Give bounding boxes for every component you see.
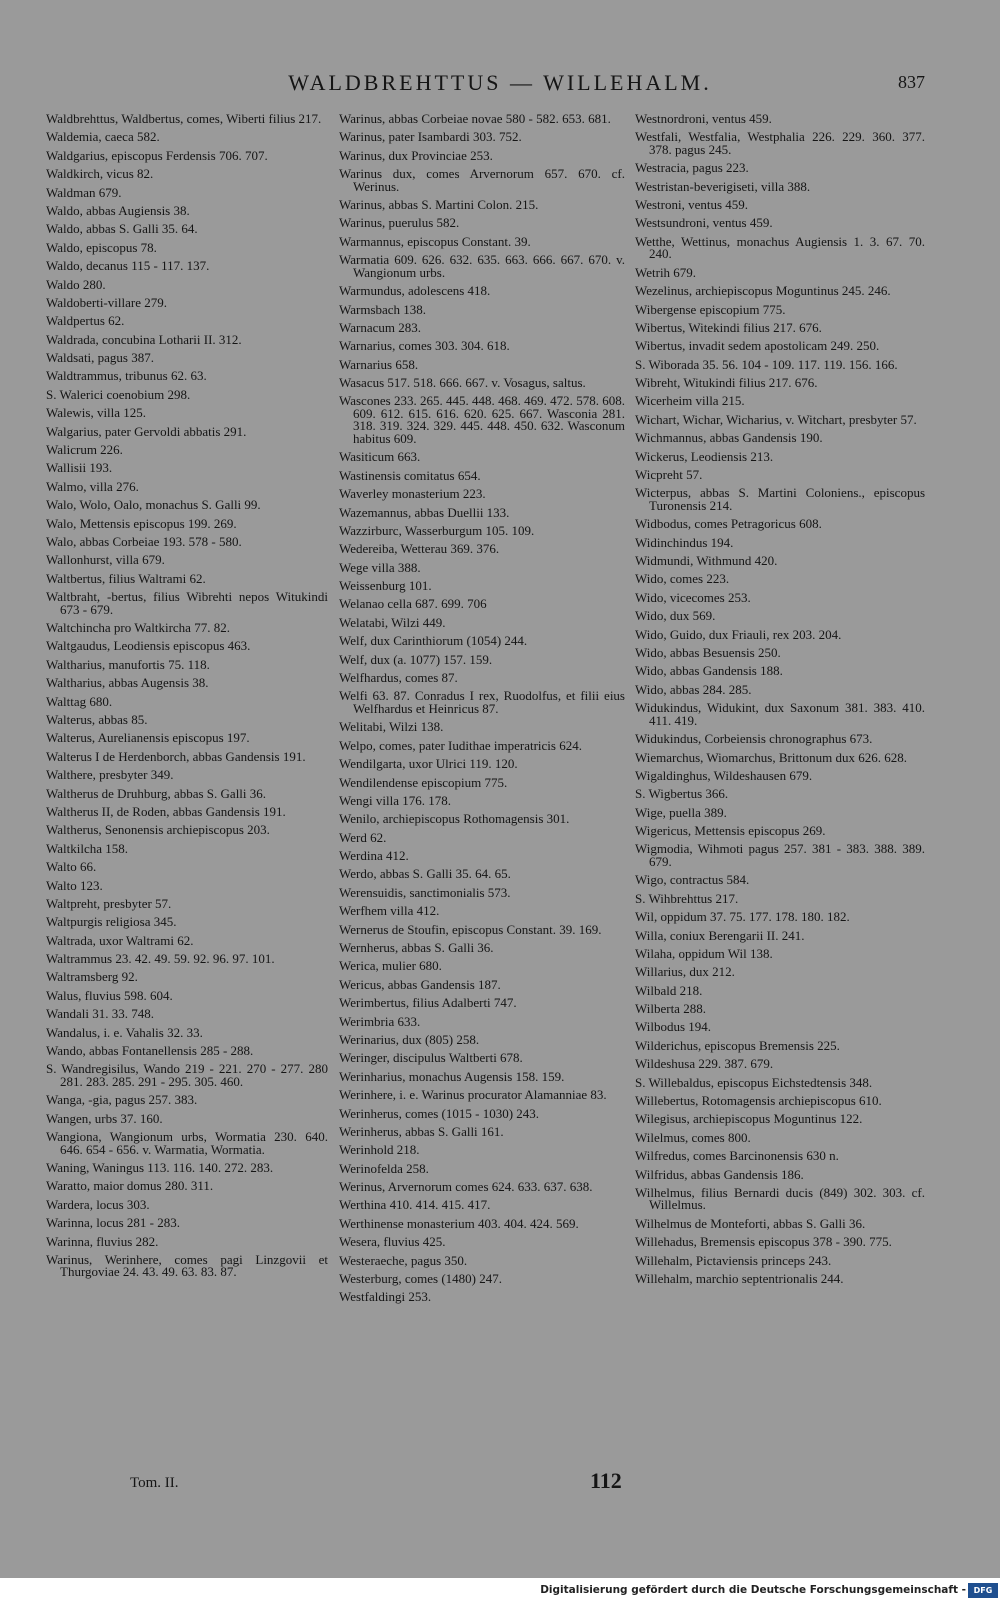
index-entry: Wallonhurst, villa 679. <box>46 552 165 568</box>
index-entry: Waltharius, manufortis 75. 118. <box>46 656 210 672</box>
index-entry: Waltharius, abbas Augensis 38. <box>46 675 209 691</box>
index-entry: Wilhelmus, filius Bernardi ducis (849) 302. 303. cf. Willelmus. <box>635 1184 925 1213</box>
index-entry: Wetrih 679. <box>635 264 697 280</box>
index-entry: Werinherus, comes (1015 - 1030) 243. <box>339 1105 540 1121</box>
index-entry: S. Wihbrehttus 217. <box>635 890 739 906</box>
index-entry: Wilberta 288. <box>635 1001 706 1017</box>
index-entry: Waldbrehttus, Waldbertus, comes, Wiberti filius 217. <box>46 111 322 126</box>
index-entry: Wege villa 388. <box>339 559 421 575</box>
index-entry: Waldgarius, episcopus Ferdensis 706. 707. <box>46 147 268 163</box>
index-entry: Widmundi, Withmund 420. <box>635 553 778 569</box>
index-entry: Wido, Guido, dux Friauli, rex 203. 204. <box>635 626 842 642</box>
index-entry: Wido, dux 569. <box>635 608 716 624</box>
running-title: WALDBREHTTUS — WILLEHALM. <box>288 70 712 95</box>
index-entry: Wiemarchus, Wiomarchus, Brittonum dux 626. 628. <box>635 749 908 765</box>
index-entry: Wetthe, Wettinus, monachus Augiensis 1. 3. 67. 70. 240. <box>635 233 925 262</box>
index-entry: Westristan-beverigiseti, villa 388. <box>635 178 811 194</box>
index-entry: Warinus, abbas S. Martini Colon. 215. <box>339 197 539 213</box>
index-entry: Werdo, abbas S. Galli 35. 64. 65. <box>339 866 511 882</box>
index-entry: Warmannus, episcopus Constant. 39. <box>339 233 531 249</box>
index-entry: Wilelmus, comes 800. <box>635 1129 751 1145</box>
index-entry: Waldo, episcopus 78. <box>46 239 157 255</box>
index-entry: Werinus, Arvernorum comes 624. 633. 637. 638. <box>339 1179 593 1195</box>
index-entry: Werinherus, abbas S. Galli 161. <box>339 1123 504 1139</box>
index-entry: Walterus, abbas 85. <box>46 712 148 727</box>
index-entry: Wichmannus, abbas Gandensis 190. <box>635 430 823 446</box>
index-entry: Westeraeche, pagus 350. <box>339 1252 468 1268</box>
index-entry: Weringer, discipulus Waltberti 678. <box>339 1050 523 1066</box>
index-entry: Wedereiba, Wetterau 369. 376. <box>339 541 500 557</box>
index-entry: Wige, puella 389. <box>635 804 727 820</box>
index-entry: Wernherus, abbas S. Galli 36. <box>339 940 494 956</box>
index-entry: Waning, Waningus 113. 116. 140. 272. 283. <box>46 1159 274 1175</box>
index-entry: Welitabi, Wilzi 138. <box>339 719 444 735</box>
index-entry: Wickerus, Leodiensis 213. <box>635 448 774 464</box>
index-entry: Widukindus, Widukint, dux Saxonum 381. 383. 410. 411. 419. <box>635 700 925 728</box>
index-entry: Werinhold 218. <box>339 1142 420 1158</box>
index-entry: Wibergense episcopium 775. <box>635 301 786 317</box>
index-entry: Waltkilcha 158. <box>46 840 128 856</box>
index-entry: Wilegisus, archiepiscopus Moguntinus 122. <box>635 1111 863 1127</box>
index-entry: Wido, abbas Besuensis 250. <box>635 645 781 661</box>
index-entry: Wilbald 218. <box>635 982 703 998</box>
index-entry: Waldpertus 62. <box>46 313 125 329</box>
index-entry: Walto 66. <box>46 859 97 875</box>
index-entry: Walterus I de Herdenborch, abbas Gandensis 191. <box>46 748 306 764</box>
index-entry: Warinna, locus 281 - 283. <box>46 1215 180 1231</box>
index-entry: Warinus dux, comes Arvernorum 657. 670. cf. Werinus. <box>339 166 625 194</box>
index-entry: Wericus, abbas Gandensis 187. <box>339 976 501 992</box>
index-entry: Wigaldinghus, Wildeshausen 679. <box>635 767 813 783</box>
index-entry: Westracia, pagus 223. <box>635 160 749 176</box>
index-entry: Werthina 410. 414. 415. 417. <box>339 1197 491 1213</box>
index-entry: Widinchindus 194. <box>635 534 734 550</box>
index-entry: Waldoberti-villare 279. <box>46 294 167 310</box>
index-entry: Willehadus, Bremensis episcopus 378 - 390. 775. <box>635 1234 892 1250</box>
index-entry: Westroni, ventus 459. <box>635 197 749 213</box>
index-entry: Wibertus, Witekindi filius 217. 676. <box>635 319 822 335</box>
index-entry: Waratto, maior domus 280. 311. <box>46 1178 214 1194</box>
index-entry: Welf, dux Carinthiorum (1054) 244. <box>339 633 528 649</box>
index-entry: Westfaldingi 253. <box>339 1289 432 1305</box>
index-entry: Wicerheim villa 215. <box>635 393 745 409</box>
index-entry: Westnordroni, ventus 459. <box>635 111 772 126</box>
index-entry: Warmatia 609. 626. 632. 635. 663. 666. 667. 670. v. Wangionum urbs. <box>339 252 625 280</box>
index-entry: Waldtrammus, tribunus 62. 63. <box>46 368 207 384</box>
index-entry: Wil, oppidum 37. 75. 177. 178. 180. 182. <box>635 909 850 925</box>
index-entry: Welf, dux (a. 1077) 157. 159. <box>339 651 493 667</box>
index-entry: Wangen, urbs 37. 160. <box>46 1110 163 1126</box>
index-entry: S. Walerici coenobium 298. <box>46 386 191 402</box>
index-entry: Waltherus de Druhburg, abbas S. Galli 36. <box>46 785 267 801</box>
index-entry: Waldo 280. <box>46 276 106 292</box>
index-entry: Werinharius, monachus Augensis 158. 159. <box>339 1068 565 1084</box>
index-entry: Wazzirburc, Wasserburgum 105. 109. <box>339 522 535 538</box>
index-entry: Waldo, decanus 115 - 117. 137. <box>46 258 210 274</box>
index-entry: Wesera, fluvius 425. <box>339 1234 446 1250</box>
index-entry: Wigericus, Mettensis episcopus 269. <box>635 823 826 839</box>
index-entry: Werica, mulier 680. <box>339 958 442 974</box>
index-entry: Warmsbach 138. <box>339 301 427 317</box>
index-entry: Wanga, -gia, pagus 257. 383. <box>46 1092 198 1108</box>
index-entry: Wasacus 517. 518. 666. 667. v. Vosagus, saltus. <box>339 375 586 391</box>
index-entry: Wengi villa 176. 178. <box>339 792 451 808</box>
index-column-3 <box>635 113 925 1291</box>
index-entry: Waldrada, concubina Lotharii II. 312. <box>46 331 242 347</box>
index-entry: Waltrammus 23. 42. 49. 59. 92. 96. 97. 101. <box>46 951 275 967</box>
index-entry: S. Wandregisilus, Wando 219 - 221. 270 - 277. 280 281. 283. 285. 291 - 295. 305. 460. <box>46 1061 328 1089</box>
index-entry: Waltchincha pro Waltkircha 77. 82. <box>46 620 230 636</box>
index-entry: Wilbodus 194. <box>635 1019 712 1035</box>
index-entry: Warinus, pater Isambardi 303. 752. <box>339 129 522 145</box>
index-entry: Warnarius, comes 303. 304. 618. <box>339 338 510 354</box>
index-entry: Waldo, abbas S. Galli 35. 64. <box>46 221 198 237</box>
index-entry: Warnacum 283. <box>339 319 421 335</box>
index-entry: Waltpurgis religiosa 345. <box>46 914 177 930</box>
index-entry: Wandalus, i. e. Vahalis 32. 33. <box>46 1024 203 1040</box>
index-entry: Wazemannus, abbas Duellii 133. <box>339 504 510 520</box>
index-entry: Wilaha, oppidum Wil 138. <box>635 945 773 961</box>
index-column-2 <box>339 113 625 1310</box>
index-entry: Warinna, fluvius 282. <box>46 1233 159 1249</box>
index-entry: Wandali 31. 33. 748. <box>46 1006 154 1022</box>
index-entry: Warinus, dux Provinciae 253. <box>339 147 493 163</box>
index-entry: Wido, comes 223. <box>635 571 730 587</box>
index-entry: Waverley monasterium 223. <box>339 486 486 502</box>
index-entry: Wallisii 193. <box>46 460 113 476</box>
index-entry: Warmundus, adolescens 418. <box>339 283 491 299</box>
index-entry: Wilderichus, episcopus Bremensis 225. <box>635 1037 840 1053</box>
index-entry: Waltbertus, filius Waltrami 62. <box>46 570 206 586</box>
index-entry: Waldsati, pagus 387. <box>46 350 154 366</box>
index-entry: S. Willebaldus, episcopus Eichstedtensis 348. <box>635 1074 873 1090</box>
index-entry: Walto 123. <box>46 877 103 893</box>
index-entry: Waltherus II, de Roden, abbas Gandensis 191. <box>46 803 286 819</box>
index-entry: Werd 62. <box>339 829 387 845</box>
index-entry: Wicterpus, abbas S. Martini Coloniens., episcopus Turonensis 214. <box>635 485 925 513</box>
index-entry: Welanao cella 687. 699. 706 <box>339 596 487 612</box>
index-entry: Willehalm, Pictaviensis princeps 243. <box>635 1252 832 1268</box>
index-entry: Widukindus, Corbeiensis chronographus 673. <box>635 731 873 747</box>
index-entry: Wascones 233. 265. 445. 448. 468. 469. 472. 578. 608. 609. 612. 615. 616. 620. 625. 667. Wasconia 281. 318. 319. 324. 329. 445. 448. 450. 632. Wasconum habitus 609. <box>339 393 625 446</box>
index-entry: Wastinensis comitatus 654. <box>339 467 481 483</box>
signature-mark: 112 <box>590 1468 622 1493</box>
index-entry: Willa, coniux Berengarii II. 241. <box>635 927 805 943</box>
index-entry: Waltramsberg 92. <box>46 969 138 985</box>
index-entry: Walo, abbas Corbeiae 193. 578 - 580. <box>46 533 242 549</box>
index-entry: Walo, Wolo, Oalo, monachus S. Galli 99. <box>46 497 261 513</box>
index-entry: Willebertus, Rotomagensis archiepiscopus 610. <box>635 1093 882 1109</box>
index-entry: Waldman 679. <box>46 184 122 200</box>
page-number: 837 <box>898 72 925 92</box>
index-entry: Widbodus, comes Petragoricus 608. <box>635 516 822 532</box>
index-entry: Werinofelda 258. <box>339 1160 429 1176</box>
index-entry: Welfi 63. 87. Conradus I rex, Ruodolfus, et filii eius Welfhardus et Heinricus 87. <box>339 688 625 716</box>
index-entry: Willehalm, marchio septentrionalis 244. <box>635 1271 844 1287</box>
index-entry: Werthinense monasterium 403. 404. 424. 569. <box>339 1215 579 1231</box>
index-entry: Werimbertus, filius Adalberti 747. <box>339 995 517 1011</box>
index-entry: Welfhardus, comes 87. <box>339 670 458 686</box>
index-entry: Walgarius, pater Gervoldi abbatis 291. <box>46 423 247 439</box>
index-entry: Warnarius 658. <box>339 356 419 372</box>
index-entry: Wibertus, invadit sedem apostolicam 249. 250. <box>635 338 880 354</box>
index-entry: Waldkirch, vicus 82. <box>46 166 154 182</box>
index-entry: Wigo, contractus 584. <box>635 872 750 888</box>
index-entry: Waltpreht, presbyter 57. <box>46 895 172 911</box>
index-entry: Wichart, Wichar, Wicharius, v. Witchart, presbyter 57. <box>635 411 917 427</box>
index-entry: Walttag 680. <box>46 693 113 709</box>
index-entry: Waltherus, Senonensis archiepiscopus 203. <box>46 822 270 838</box>
index-entry: Werinarius, dux (805) 258. <box>339 1031 480 1047</box>
index-entry: Wilhelmus de Monteforti, abbas S. Galli 36. <box>635 1215 866 1231</box>
index-entry: Waltgaudus, Leodiensis episcopus 463. <box>46 638 251 654</box>
index-entry: Werimbria 633. <box>339 1013 421 1029</box>
index-column-1 <box>46 113 328 1285</box>
index-entry: Wangiona, Wangionum urbs, Wormatia 230. 640. 646. 654 - 656. v. Warmatia, Wormatia. <box>46 1129 328 1157</box>
index-entry: Walewis, villa 125. <box>46 405 147 421</box>
index-entry: Wernerus de Stoufin, episcopus Constant. 39. 169. <box>339 921 602 937</box>
index-entry: Warinus, Werinhere, comes pagi Linzgovii et Thurgoviae 24. 43. 49. 63. 83. 87. <box>46 1251 328 1280</box>
index-entry: Weissenburg 101. <box>339 578 432 594</box>
index-entry: Wigmodia, Wihmoti pagus 257. 381 - 383. 388. 389. 679. <box>635 841 925 869</box>
index-entry: Wilfridus, abbas Gandensis 186. <box>635 1166 804 1182</box>
index-entry: Waltbraht, -bertus, filius Wibrehti nepos Witukindi 673 - 679. <box>46 589 328 617</box>
index-entry: Wibreht, Witukindi filius 217. 676. <box>635 375 818 391</box>
index-entry: Wardera, locus 303. <box>46 1196 150 1212</box>
dfg-banner <box>0 1580 1000 1602</box>
index-entry: Walo, Mettensis episcopus 199. 269. <box>46 515 237 531</box>
index-entry: S. Wiborada 35. 56. 104 - 109. 117. 119. 156. 166. <box>635 356 898 372</box>
index-entry: Walthere, presbyter 349. <box>46 767 174 783</box>
index-entry: Waldo, abbas Augiensis 38. <box>46 202 190 218</box>
index-entry: Warinus, abbas Corbeiae novae 580 - 582. 653. 681. <box>339 111 611 126</box>
index-entry: Werdina 412. <box>339 848 409 864</box>
index-entry: Wido, vicecomes 253. <box>635 589 751 605</box>
index-entry: Westerburg, comes (1480) 247. <box>339 1271 502 1287</box>
index-entry: Wildeshusa 229. 387. 679. <box>635 1056 774 1072</box>
index-entry: Wezelinus, archiepiscopus Moguntinus 245. 246. <box>635 283 891 299</box>
index-entry: Wicpreht 57. <box>635 467 703 483</box>
index-entry: Westsundroni, ventus 459. <box>635 215 773 231</box>
index-entry: Wenilo, archiepiscopus Rothomagensis 301. <box>339 811 570 827</box>
index-entry: Wilfredus, comes Barcinonensis 630 n. <box>635 1148 839 1164</box>
index-entry: Walterus, Aurelianensis episcopus 197. <box>46 730 250 746</box>
index-entry: Werensuidis, sanctimonialis 573. <box>339 884 511 900</box>
index-entry: Welpo, comes, pater Iudithae imperatricis 624. <box>339 737 582 753</box>
index-entry: Waltrada, uxor Waltrami 62. <box>46 932 194 948</box>
index-entry: Walicrum 226. <box>46 442 123 458</box>
index-entry: Werinhere, i. e. Warinus procurator Alamanniae 83. <box>339 1087 607 1103</box>
index-entry: Walus, fluvius 598. 604. <box>46 987 173 1003</box>
index-entry: Wido, abbas Gandensis 188. <box>635 663 783 679</box>
index-entry: Willarius, dux 212. <box>635 964 735 980</box>
index-entry: Waldemia, caeca 582. <box>46 129 160 145</box>
volume-label: Tom. II. <box>130 1475 179 1491</box>
dfg-logo: DFG <box>968 1583 998 1598</box>
page-header <box>0 70 1000 100</box>
index-entry: S. Wigbertus 366. <box>635 786 729 802</box>
index-entry: Welatabi, Wilzi 449. <box>339 614 446 630</box>
index-entry: Wendilgarta, uxor Ulrici 119. 120. <box>339 756 518 772</box>
index-entry: Wido, abbas 284. 285. <box>635 681 752 697</box>
index-entry: Walmo, villa 276. <box>46 478 139 494</box>
index-entry: Westfali, Westfalia, Westphalia 226. 229. 360. 377. 378. pagus 245. <box>635 129 925 157</box>
index-entry: Werfhem villa 412. <box>339 903 440 919</box>
index-entry: Warinus, puerulus 582. <box>339 215 460 231</box>
index-entry: Wasiticum 663. <box>339 449 421 465</box>
index-entry: Wendilendense episcopium 775. <box>339 774 508 790</box>
index-entry: Wando, abbas Fontanellensis 285 - 288. <box>46 1043 254 1059</box>
dfg-banner-text: Digitalisierung gefördert durch die Deutsche Forschungsgemeinschaft - <box>540 1584 966 1596</box>
